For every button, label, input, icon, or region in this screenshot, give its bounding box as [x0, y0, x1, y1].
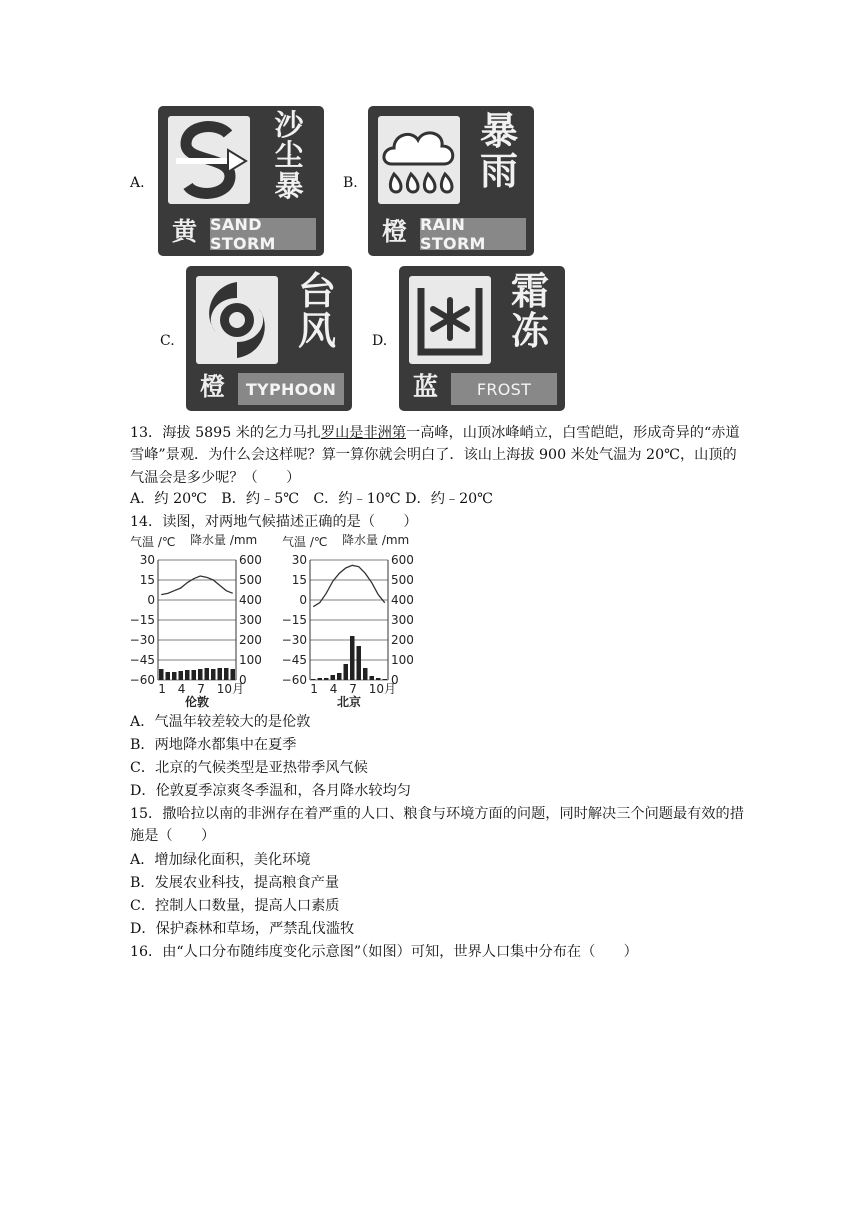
temp-tick-label: −15: [129, 613, 155, 627]
sign-char: 暴: [274, 168, 304, 203]
chart-beijing: [282, 532, 414, 709]
right-axis-label: 降水量 /mm: [190, 533, 258, 547]
sign-char: 雨: [479, 148, 518, 193]
precip-tick-label: 500: [391, 573, 414, 587]
temp-tick-label: 30: [139, 553, 155, 567]
x-tick-label: 7: [197, 682, 205, 696]
q13-options: A．约 20℃ B．约﹣5℃ C．约﹣10℃ D．约﹣20℃: [130, 491, 494, 507]
sign-char: 霜: [510, 269, 549, 313]
q13-underlined: 罗山是非洲第: [320, 425, 407, 441]
precip-bar: [185, 670, 190, 680]
precip-bar: [231, 669, 236, 680]
temp-tick-label: −45: [281, 653, 307, 667]
x-tick-label: 4: [329, 682, 338, 696]
temp-tick-label: −60: [129, 673, 155, 687]
precip-bar: [383, 679, 388, 680]
chart-london: [130, 532, 262, 709]
q14-option-a: A．气温年较差较大的是伦敦: [130, 714, 311, 730]
right-axis-label: 降水量 /mm: [342, 533, 410, 547]
precip-bar: [376, 678, 381, 680]
temp-tick-label: −15: [281, 613, 307, 627]
option-label-d: D.: [372, 333, 388, 349]
precip-tick-label: 300: [239, 613, 262, 627]
precip-bar: [337, 673, 342, 680]
sign-level: 橙: [382, 217, 408, 246]
sign-char: 暴: [479, 109, 518, 153]
sign-english: TYPHOON: [238, 373, 344, 405]
left-axis-label: 气温 /℃: [282, 535, 328, 549]
sign-level: 黄: [172, 217, 198, 246]
x-tick-label: 4: [177, 682, 186, 696]
sandstorm-icon: [168, 116, 250, 204]
x-tick-label: 10月: [216, 682, 245, 696]
precip-bar: [350, 636, 355, 680]
precip-tick-label: 200: [239, 633, 262, 647]
frost-icon: [409, 276, 491, 364]
typhoon-icon: [196, 276, 278, 364]
precip-bar: [344, 664, 349, 680]
precip-tick-label: 0: [239, 673, 247, 687]
precip-bar: [198, 669, 203, 680]
precip-tick-label: 300: [391, 613, 414, 627]
sign-level: 蓝: [413, 372, 439, 401]
sign-english: SAND STORM: [210, 218, 316, 250]
precip-tick-label: 600: [239, 553, 262, 567]
precip-tick-label: 500: [239, 573, 262, 587]
sign-char: 台: [297, 269, 336, 313]
question-14-stem: 14．读图，对两地气候描述正确的是（ ）: [130, 514, 418, 530]
question-15-stem: 15．撒哈拉以南的非洲存在着严重的人口、粮食与环境方面的问题，同时解决三个问题最有效的措施是（ ）: [130, 806, 744, 845]
sign-char: 沙: [274, 108, 304, 142]
x-tick-label: 7: [349, 682, 357, 696]
temp-tick-label: −30: [129, 633, 155, 647]
sign-frost: [399, 266, 565, 411]
q15-option-d: D．保护森林和草场，严禁乱伐滥牧: [130, 921, 355, 937]
precip-bar: [205, 668, 210, 680]
sign-level: 橙: [200, 372, 226, 401]
temperature-line: [313, 565, 385, 606]
left-axis-label: 气温 /℃: [130, 535, 176, 549]
precip-bar: [324, 678, 329, 680]
sign-rainstorm: [368, 106, 534, 256]
precip-bar: [363, 668, 368, 680]
q14-option-b: B．两地降水都集中在夏季: [130, 737, 297, 753]
precip-tick-label: 400: [239, 593, 262, 607]
precip-tick-label: 400: [391, 593, 414, 607]
temp-tick-label: −30: [281, 633, 307, 647]
question-16-stem: 16．由“人口分布随纬度变化示意图”（如图）可知，世界人口集中分布在（ ）: [130, 944, 638, 960]
chart-title: 北京: [336, 695, 362, 709]
option-label-c: C.: [160, 333, 175, 349]
temp-tick-label: −60: [281, 673, 307, 687]
climate-charts: [128, 532, 440, 712]
precip-tick-label: 0: [391, 673, 399, 687]
q15-option-c: C．控制人口数量，提高人口素质: [130, 898, 340, 914]
rain-cloud-icon: [378, 116, 460, 204]
precip-bar: [357, 646, 362, 680]
option-label-a: A.: [130, 175, 145, 191]
temp-tick-label: 15: [139, 573, 155, 587]
sign-typhoon: [186, 266, 352, 411]
q15-option-a: A．增加绿化面积，美化环境: [130, 852, 311, 868]
sign-char: 尘: [274, 138, 304, 173]
q15-option-b: B．发展农业科技，提高粮食产量: [130, 875, 340, 891]
temp-tick-label: 30: [291, 553, 307, 567]
precip-bar: [172, 672, 177, 680]
sign-sandstorm: [158, 106, 324, 256]
temp-tick-label: 0: [147, 593, 155, 607]
temp-tick-label: 15: [291, 573, 307, 587]
question-13: [130, 422, 745, 489]
q14-option-d: D．伦敦夏季凉爽冬季温和，各月降水较均匀: [130, 783, 411, 799]
q13-text-1: 13．海拔 5895 米的乞力马扎: [130, 425, 321, 441]
precip-bar: [224, 668, 229, 680]
precip-bar: [211, 669, 216, 680]
chart-title: 伦敦: [184, 695, 210, 709]
precip-bar: [318, 678, 323, 680]
temp-tick-label: 0: [299, 593, 307, 607]
temp-tick-label: −45: [129, 653, 155, 667]
x-tick-label: 10月: [368, 682, 397, 696]
x-tick-label: 1: [158, 682, 166, 696]
q13-text-2: 一高峰，山顶冰峰峭立，白雪皑皑，形成奇异的“赤道雪峰”景观．为什么会这样呢？算一算你就会明白了．该山上海拔 900 米处气温为 20℃，山顶的气温会是多少呢？（ ）: [130, 425, 740, 486]
precip-tick-label: 600: [391, 553, 414, 567]
x-tick-label: 1: [310, 682, 318, 696]
precip-bar: [166, 672, 171, 680]
temperature-line: [161, 576, 233, 595]
precip-bar: [370, 676, 375, 680]
precip-bar: [331, 675, 336, 680]
precip-tick-label: 100: [239, 653, 262, 667]
precip-tick-label: 100: [391, 653, 414, 667]
precip-bar: [192, 670, 197, 680]
q14-option-c: C．北京的气候类型是亚热带季风气候: [130, 760, 368, 776]
sign-char: 冻: [510, 308, 549, 353]
precip-bar: [311, 679, 316, 680]
precip-tick-label: 200: [391, 633, 414, 647]
sign-english: FROST: [451, 373, 557, 405]
sign-english: RAIN STORM: [420, 218, 526, 250]
option-label-b: B.: [343, 175, 358, 191]
precip-bar: [218, 668, 223, 680]
precip-bar: [159, 669, 164, 680]
precip-bar: [179, 671, 184, 680]
sign-char: 风: [297, 308, 336, 353]
